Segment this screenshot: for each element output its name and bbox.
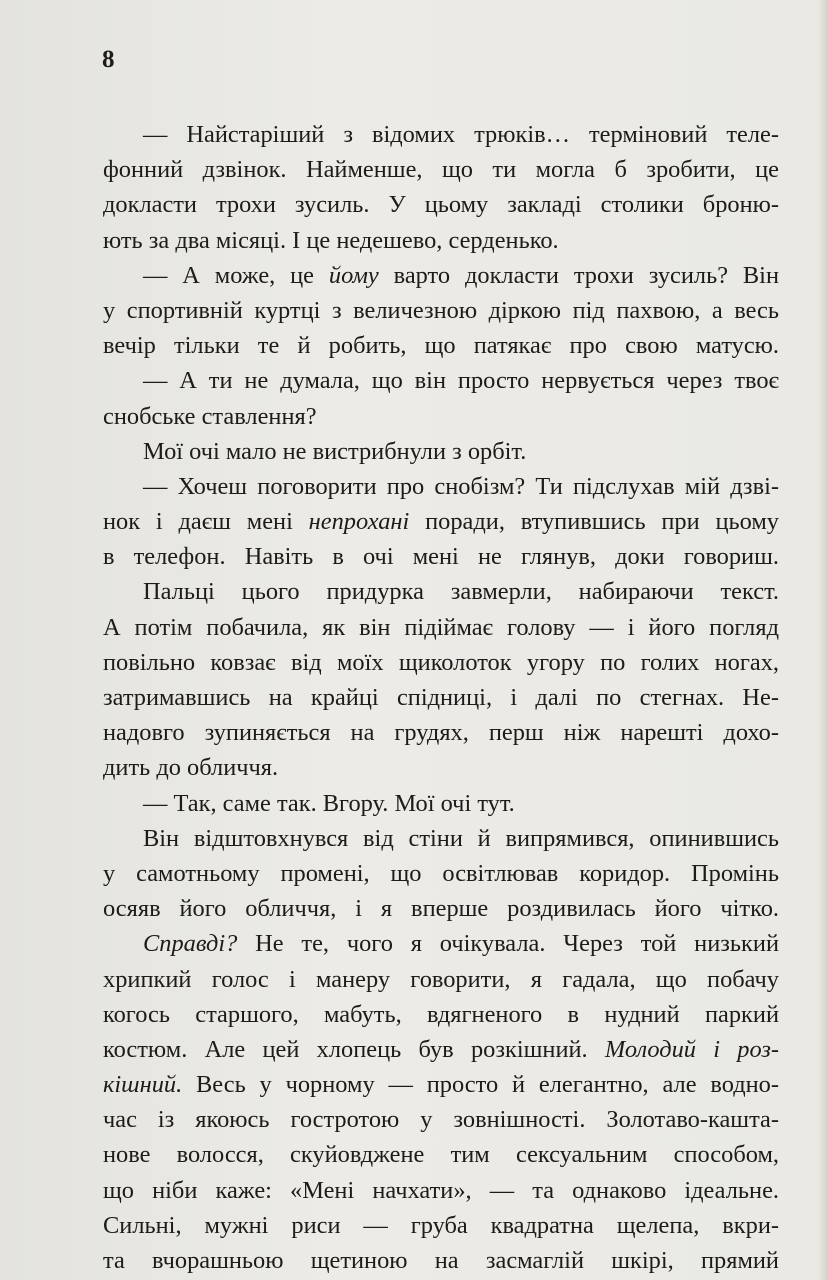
text-line: [103, 117, 779, 152]
text-line: [103, 187, 779, 222]
text-segment: — Так, саме так. Вгору. Мої очі тут.: [143, 789, 515, 817]
text-line: [103, 997, 779, 1032]
text-line: [103, 1173, 779, 1208]
text-segment: нок і даєш мені: [103, 508, 309, 536]
text-line: [103, 1243, 779, 1278]
text-segment: та вчорашньою щетиною на засмаглій шкірі, прямий: [103, 1247, 779, 1274]
text-segment: — А ти не думала, що він просто нервується через твоє: [143, 367, 779, 395]
text-segment: фонний дзвінок. Найменше, що ти могла б зробити, це: [103, 156, 779, 184]
text-segment: ють за два місяці. І це недешево, серденько.: [103, 226, 559, 254]
text-segment: час із якоюсь гостротою у зовнішності. Золотаво-кашта-: [103, 1106, 779, 1134]
italic-text: кішний.: [103, 1071, 183, 1099]
text-line: [103, 293, 779, 328]
italic-text: непрохані: [308, 508, 410, 536]
text-segment: Не те, чого я очікувала. Через той низький: [237, 930, 779, 958]
text-line: [103, 610, 779, 645]
text-segment: що ніби каже: «Мені начхати», — та однаково ідеальне.: [103, 1176, 779, 1204]
text-line: [103, 645, 779, 680]
text-segment: — Хочеш поговорити про снобізм? Ти підслухав мій дзві-: [143, 472, 779, 500]
text-line: [103, 469, 779, 504]
text-line: [103, 821, 779, 856]
text-line: [103, 363, 779, 398]
text-segment: Мої очі мало не вистрибнули з орбіт.: [143, 437, 527, 465]
text-segment: докласти трохи зусиль. У цьому закладі столики броню-: [103, 191, 779, 219]
text-line: [103, 574, 779, 609]
text-segment: варто докласти трохи зусиль? Він: [378, 261, 780, 289]
italic-text: Молодий і роз-: [604, 1035, 779, 1063]
text-line: [103, 715, 779, 750]
page-number: 8: [102, 46, 115, 73]
text-segment: вечір тільки те й робить, що патякає про свою матусю.: [103, 332, 779, 360]
text-line: [103, 223, 779, 258]
text-line: [103, 328, 779, 363]
text-line: [103, 856, 779, 891]
text-line: [103, 1032, 779, 1067]
text-segment: А потім побачила, як він підіймає голову — і його погляд: [103, 613, 779, 641]
text-line: [103, 1067, 779, 1102]
text-segment: в телефон. Навіть в очі мені не глянув, доки говориш.: [103, 543, 779, 571]
text-line: [103, 786, 779, 821]
text-line: [103, 962, 779, 997]
body-text: [103, 117, 779, 1278]
text-line: [103, 399, 779, 434]
text-segment: нове волосся, скуйовджене тим сексуальним способом,: [103, 1141, 779, 1169]
text-line: [103, 1102, 779, 1137]
text-line: [103, 680, 779, 715]
italic-text: Справді?: [143, 930, 238, 958]
text-segment: снобське ставлення?: [103, 402, 317, 430]
text-line: [103, 926, 779, 961]
text-line: [103, 504, 779, 539]
text-line: [103, 1208, 779, 1243]
text-segment: Пальці цього придурка завмерли, набираючи текст.: [143, 578, 779, 606]
text-line: [103, 750, 779, 785]
text-segment: надовго зупиняється на грудях, перш ніж нарешті дохо-: [103, 719, 779, 747]
text-segment: затримавшись на крайці спідниці, і далі по стегнах. Не-: [103, 684, 779, 711]
text-line: [103, 1137, 779, 1172]
page-edge-shadow: [818, 0, 828, 1280]
text-line: [103, 539, 779, 574]
text-segment: у самотньому промені, що освітлював коридор. Промінь: [103, 859, 779, 887]
text-segment: дить до обличчя.: [103, 754, 279, 782]
text-line: [103, 152, 779, 187]
text-segment: у спортивній куртці з величезною діркою під пахвою, а весь: [103, 296, 779, 324]
text-segment: повільно ковзає від моїх щиколоток угору по голих ногах,: [103, 648, 779, 676]
text-segment: Весь у чорному — просто й елегантно, але водно-: [182, 1071, 779, 1099]
text-line: [103, 258, 779, 293]
text-segment: — Найстаріший з відомих трюків… терміновий теле-: [143, 121, 779, 148]
italic-text: йому: [328, 261, 379, 289]
text-segment: хрипкий голос і манеру говорити, я гадала, що побачу: [103, 965, 779, 993]
text-line: [103, 891, 779, 926]
text-segment: костюм. Але цей хлопець був розкішний.: [103, 1035, 605, 1063]
text-segment: поради, втупившись при цьому: [409, 508, 780, 536]
text-segment: когось старшого, мабуть, вдягненого в нудний паркий: [103, 1000, 779, 1028]
text-line: [103, 434, 779, 469]
text-segment: Він відштовхнувся від стіни й випрямився, опинившись: [143, 824, 779, 852]
text-segment: Сильні, мужні риси — груба квадратна щелепа, вкри-: [103, 1211, 779, 1239]
text-segment: осяяв його обличчя, і я вперше роздивилась його чітко.: [103, 895, 779, 923]
text-segment: — А може, це: [143, 261, 329, 289]
